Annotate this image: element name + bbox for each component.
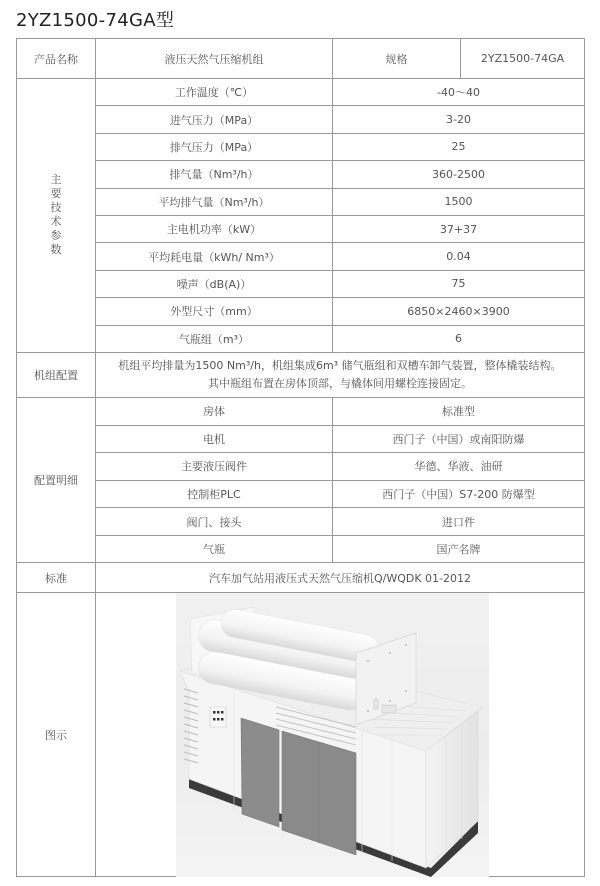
param-name: 排气压力（MPa） — [96, 133, 333, 160]
param-row — [17, 298, 585, 325]
config-detail-row — [17, 425, 585, 453]
standard-row — [17, 563, 585, 593]
unit-config-row — [17, 352, 585, 397]
param-row — [17, 161, 585, 188]
config-item: 房体 — [96, 397, 333, 425]
page-title: 2YZ1500-74GA型 — [16, 10, 175, 31]
param-name: 工作温度（℃） — [96, 79, 333, 106]
param-value: 360-2500 — [333, 161, 585, 188]
config-detail-row — [17, 508, 585, 536]
param-row — [17, 106, 585, 133]
param-row — [17, 79, 585, 106]
param-row — [17, 243, 585, 270]
param-value: 25 — [333, 133, 585, 160]
param-row — [17, 133, 585, 160]
compressor-illustration-icon — [176, 593, 489, 877]
param-name: 进气压力（MPa） — [96, 106, 333, 133]
config-value: 西门子（中国）或南阳防爆 — [333, 425, 585, 453]
config-item: 电机 — [96, 425, 333, 453]
config-detail-label: 配置明细 — [17, 397, 96, 563]
compressor-unit-image — [176, 593, 489, 877]
standard-value: 汽车加气站用液压式天然气压缩机Q/WQDK 01-2012 — [96, 563, 585, 593]
param-name: 平均耗电量（kWh/ Nm³） — [96, 243, 333, 270]
param-row — [17, 188, 585, 215]
param-value: 6850×2460×3900 — [333, 298, 585, 325]
product-name-value: 液压天然气压缩机组 — [96, 39, 333, 79]
config-item: 阀门、接头 — [96, 508, 333, 536]
config-item: 主要液压阀件 — [96, 453, 333, 481]
param-row — [17, 270, 585, 297]
illustration-cell — [96, 593, 585, 877]
config-detail-row — [17, 397, 585, 425]
param-name: 气瓶组（m³） — [96, 325, 333, 352]
unit-config-label: 机组配置 — [17, 352, 96, 397]
config-value: 国产名牌 — [333, 535, 585, 563]
spec-value: 2YZ1500-74GA — [461, 39, 585, 79]
config-item: 控制柜PLC — [96, 480, 333, 508]
param-name: 外型尺寸（mm） — [96, 298, 333, 325]
param-row — [17, 325, 585, 352]
param-value: 75 — [333, 270, 585, 297]
config-item: 气瓶 — [96, 535, 333, 563]
illustration-row — [17, 593, 585, 877]
tech-params-group-label: 主要技术参数 — [17, 79, 96, 353]
param-name: 平均排气量（Nm³/h） — [96, 188, 333, 215]
param-name: 排气量（Nm³/h） — [96, 161, 333, 188]
header-row — [17, 39, 585, 79]
param-value: 0.04 — [333, 243, 585, 270]
spec-label: 规格 — [333, 39, 461, 79]
param-value: 1500 — [333, 188, 585, 215]
standard-label: 标准 — [17, 563, 96, 593]
product-name-label: 产品名称 — [17, 39, 96, 79]
config-value: 华德、华液、油研 — [333, 453, 585, 481]
unit-config-line-1: 机组平均排量为1500 Nm³/h，机组集成6m³ 储气瓶组和双槽车卸气装置，整体橇装结构。 — [118, 358, 562, 372]
unit-config-text — [96, 352, 585, 397]
config-value: 西门子（中国）S7-200 防爆型 — [333, 480, 585, 508]
config-detail-row — [17, 453, 585, 481]
param-value: 3-20 — [333, 106, 585, 133]
param-name: 噪声（dB(A)） — [96, 270, 333, 297]
config-detail-row — [17, 535, 585, 563]
param-row — [17, 215, 585, 242]
param-value: 37+37 — [333, 215, 585, 242]
unit-config-line-2: 其中瓶组布置在房体顶部，与橇体间用螺栓连接固定。 — [208, 376, 472, 390]
config-value: 进口件 — [333, 508, 585, 536]
param-name: 主电机功率（kW） — [96, 215, 333, 242]
param-value: -40～40 — [333, 79, 585, 106]
config-value: 标准型 — [333, 397, 585, 425]
spec-table — [16, 38, 585, 877]
param-value: 6 — [333, 325, 585, 352]
config-detail-row — [17, 480, 585, 508]
illustration-label: 图示 — [17, 593, 96, 877]
